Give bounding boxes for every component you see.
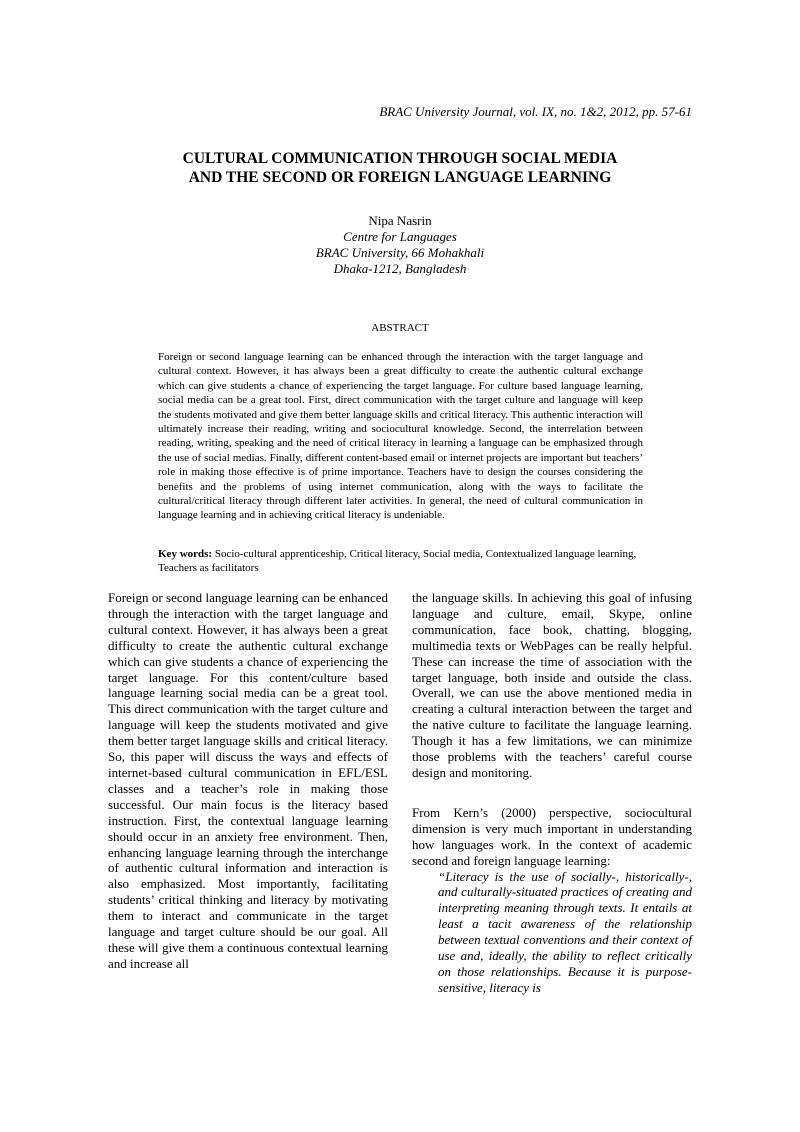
keywords-text: Socio-cultural apprenticeship, Critical literacy, Social media, Contextualized language learning, Teachers as facilitators [158, 548, 637, 575]
author-name: Nipa Nasrin [368, 213, 432, 228]
title-line-1: CULTURAL COMMUNICATION THROUGH SOCIAL MEDIA [182, 150, 618, 167]
body-paragraph-1: Foreign or second language learning can be enhanced through the interaction with the target language and cultural context. However, it has always been a great difficulty to create the authentic cultural exchange which can give students a chance of experiencing the target language. For this content/culture based language learning social media can be a great tool. This direct communication with the target culture and language will keep the students motivated and give them better target language skills and critical literacy. So, this paper will discuss the ways and effects of internet-based cultural communication in EFL/ESL classes and a teacher’s role in making those successful. Our main focus is the literacy based instruction. First, the contextual language learning should occur in an anxiety free environment. Then, enhancing language learning through the interchange of authentic cultural information and interaction is also emphasized. Most importantly, facilitating students’ critical thinking and literacy by motivating them to interact and communicate in the target language and target culture should be our goal. All these will give them a continuous contextual learning and increase all [108, 590, 388, 971]
author-affiliation-2: BRAC University, 66 Mohakhali [315, 245, 485, 260]
title-line-2: AND THE SECOND OR FOREIGN LANGUAGE LEARNING [188, 169, 612, 186]
abstract-heading: ABSTRACT [371, 322, 429, 334]
body-paragraph-3: From Kern’s (2000) perspective, sociocultural dimension is very much important in understanding how languages work. In the context of academic second and foreign language learning: [412, 804, 692, 868]
body-column-left [108, 590, 388, 972]
abstract-body: Foreign or second language learning can be enhanced through the interaction with the target language and cultural context. However, it has always been a great difficulty to create the authentic cultural exchange which can give students a chance of experiencing the target language. For culture based language learning, social media can be a great tool. First, direct communication with the target culture and language will keep the students motivated and give them better language skills and critical literacy. This authentic interaction will ultimately increase their reading, writing and sociocultural knowledge. Second, the interrelation between reading, writing, speaking and the need of critical literacy in learning a language can be emphasized through the use of social medias. Finally, different content-based email or internet projects are important but teachers’ role in making those effective is of prime importance. Teachers have to design the courses considering the benefits and the problems of using internet communication, along with the ways to facilitate the cultural/critical literacy through different later activities. In general, the need of cultural communication in language learning and in achieving critical literacy is undeniable. [158, 351, 643, 522]
body-column-right [412, 590, 692, 996]
running-head: BRAC University Journal, vol. IX, no. 1&2, 2012, pp. 57-61 [379, 104, 692, 119]
block-quote: “Literacy is the use of socially-, historically-, and culturally-situated practices of creating and interpreting meaning through texts. It entails at least a tacit awareness of the relationship between textual conventions and their context of use and, ideally, the ability to reflect critically on those relationships. Because it is purpose-sensitive, literacy is [438, 868, 692, 995]
body-paragraph-2: the language skills. In achieving this goal of infusing language and culture, email, Skype, online communication, face book, chatting, blogging, multimedia texts or WebPages can be really helpful. These can increase the time of association with the target language, both inside and outside the class. Overall, we can use the above mentioned media in creating a cultural interaction between the target and the native culture to facilitate the language learning. Though it has a few limitations, we can minimize those problems with the teachers’ careful course design and monitoring. [412, 590, 692, 780]
keywords-label: Key words: [158, 548, 213, 560]
keywords [158, 547, 643, 576]
author-affiliation-3: Dhaka-1212, Bangladesh [333, 261, 467, 276]
author-affiliation-1: Centre for Languages [343, 229, 457, 244]
author-block [0, 213, 800, 277]
paper-title [0, 149, 800, 187]
